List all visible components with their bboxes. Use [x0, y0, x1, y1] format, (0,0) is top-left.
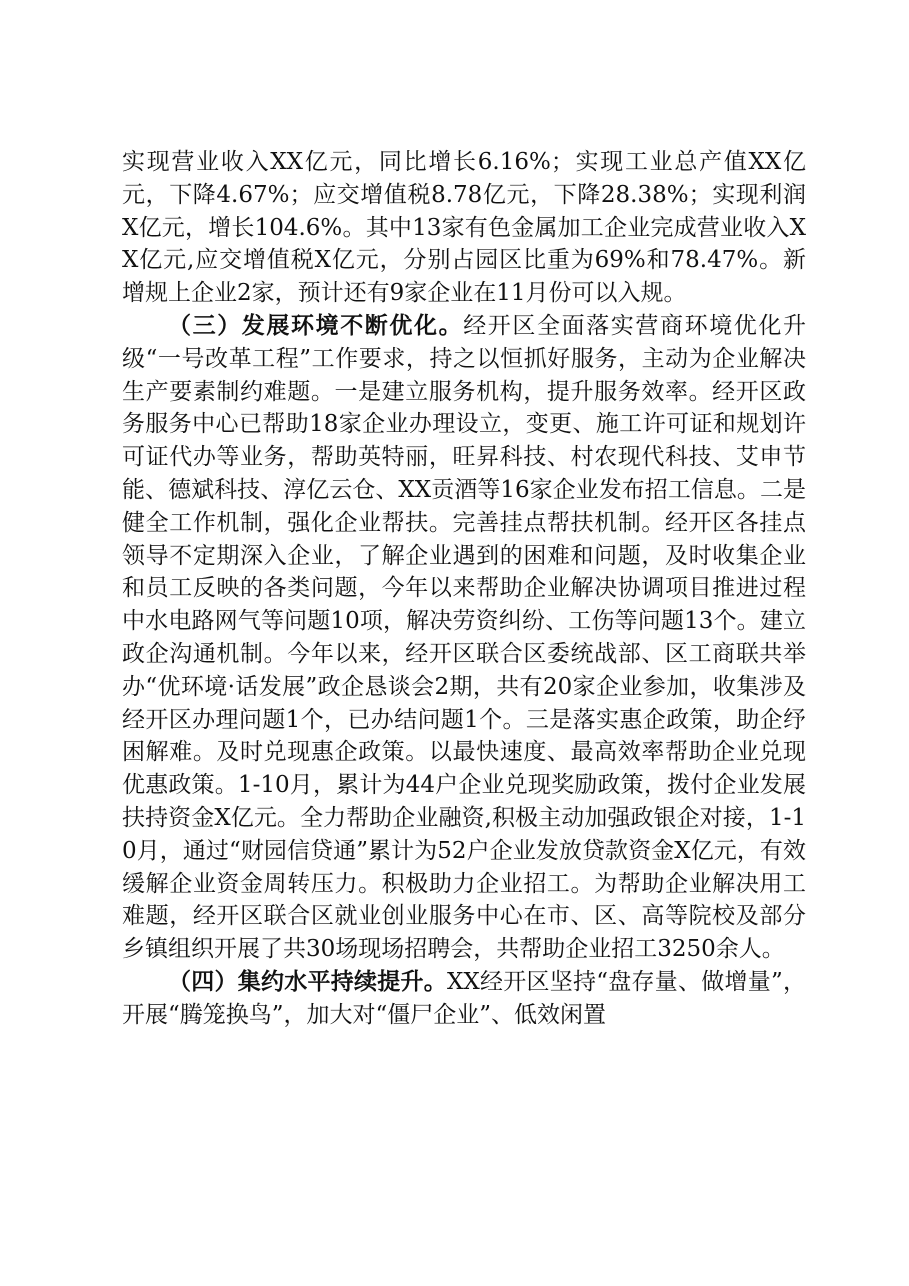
paragraph-3: [122, 966, 806, 1032]
paragraph-2-body: 经开区全面落实营商环境优化升级“一号改革工程”工作要求，持之以恒抓好服务，主动为企业解决生产要素制约难题。一是建立服务机构，提升服务效率。经开区政务服务中心已帮助18家企业办理设立，变更、施工许可证和规划许可证代办等业务，帮助英特丽，旺昇科技、村农现代科技、艾申节能、德斌科技、淳亿云仓、XX贡酒等16家企业发布招工信息。二是健全工作机制，强化企业帮扶。完善挂点帮扶机制。经开区各挂点领导不定期深入企业，了解企业遇到的困难和问题，及时收集企业和员工反映的各类问题，今年以来帮助企业解决协调项目推进过程中水电路网气等问题10项，解决劳资纠纷、工伤等问题13个。建立政企沟通机制。今年以来，经开区联合区委统战部、区工商联共举办“优环境·话发展”政企恳谈会2期，共有20家企业参加，收集涉及经开区办理问题1个，已办结问题1个。三是落实惠企政策，助企纾困解难。及时兑现惠企政策。以最快速度、最高效率帮助企业兑现优惠政策。1-10月，累计为44户企业兑现奖励政策，拨付企业发展扶持资金X亿元。全力帮助企业融资,积极主动加强政银企对接，1-10月，通过“财园信贷通”累计为52户企业发放贷款资金X亿元，有效缓解企业资金周转压力。积极助力企业招工。为帮助企业解决用工难题，经开区联合区就业创业服务中心在市、区、高等院校及部分乡镇组织开展了共30场现场招聘会，共帮助企业招工3250余人。: [122, 312, 807, 963]
paragraph-2: [122, 310, 806, 966]
document-page: [122, 146, 806, 1032]
paragraph-3-body: XX经开区坚持“盘存量、做增量”，开展“腾笼换鸟”，加大对“僵尸企业”、低效闲置: [122, 968, 807, 1028]
paragraph-1-body: 实现营业收入XX亿元，同比增长6.16%；实现工业总产值XX亿元，下降4.67%；应交增值税8.78亿元，下降28.38%；实现利润X亿元，增长104.6%。其中13家有色金属加工企业完成营业收入XX亿元,应交增值税X亿元，分别占园区比重为69%和78.47%。新增规上企业2家，预计还有9家企业在11月份可以入规。: [122, 149, 806, 307]
section-heading-4: （四）集约水平持续提升。: [168, 967, 447, 995]
section-heading-3: （三）发展环境不断优化。: [168, 311, 464, 339]
paragraph-1: [122, 146, 806, 310]
